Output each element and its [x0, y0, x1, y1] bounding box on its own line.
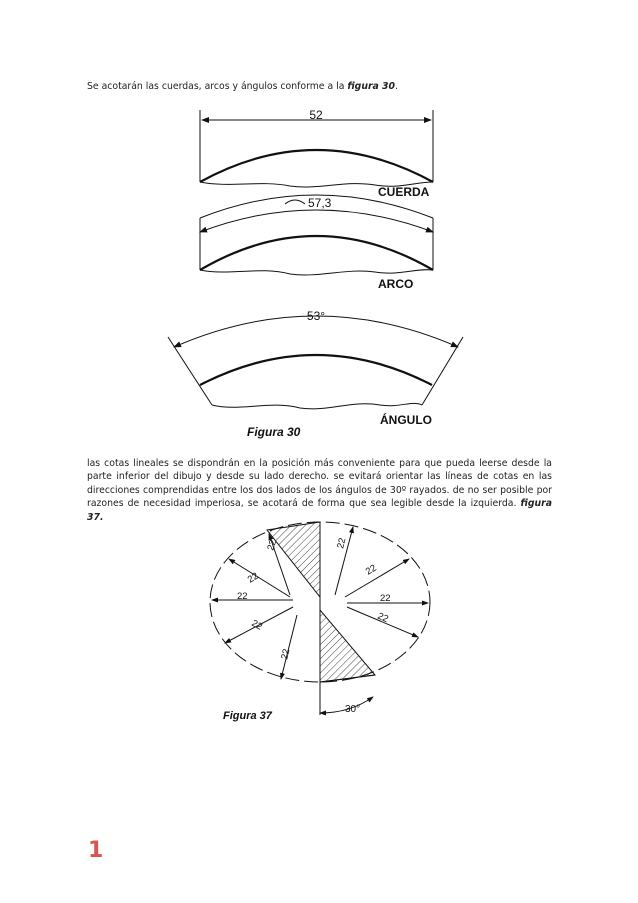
dim-value-2: 22	[245, 570, 261, 586]
arc-value: 57,3	[308, 196, 332, 210]
dim-value-7: 22	[363, 562, 379, 578]
chord-arc	[200, 150, 433, 182]
angle-arc	[200, 355, 432, 385]
arc-dimension-line	[200, 210, 433, 232]
dim-value-6: 22	[335, 536, 349, 550]
arc-break-line	[200, 270, 433, 275]
intro-paragraph	[87, 80, 557, 93]
page-number: 1	[88, 838, 104, 863]
arc-label: ARCO	[378, 277, 414, 291]
figure-37	[195, 515, 450, 725]
dim-value-5: 22	[279, 647, 293, 661]
dim-value-4: 22	[249, 617, 265, 633]
angle-break-line	[212, 403, 422, 409]
dim-value-1: 22	[265, 538, 280, 552]
intro-text: Se acotarán las cuerdas, arcos y ángulos conforme a la	[87, 81, 348, 92]
rules-paragraph	[87, 457, 552, 524]
dim-right-2	[345, 559, 409, 597]
figure-30	[160, 100, 470, 440]
dim-value-8: 22	[380, 593, 391, 604]
hatched-sector-top	[267, 522, 320, 597]
angle-30-value: 30°	[345, 704, 361, 715]
figure-30-caption: Figura 30	[247, 425, 301, 439]
figure-37-caption: Figura 37	[223, 710, 272, 722]
intro-end: .	[394, 81, 398, 92]
figure-37-reference: figura 37.	[87, 498, 552, 523]
angle-side-right	[422, 337, 463, 405]
dim-value-3: 22	[237, 591, 248, 602]
figure-30-drawing	[160, 100, 470, 440]
arc-symbol	[285, 200, 305, 204]
rules-text: las cotas lineales se dispondrán en la posición más conveniente para que pueda leerse desde la parte inferior del dibujo y desde su lado derecho. se evitará orientar las líneas de cotas en las direcciones comprendidas entre los dos lados de los ángulos de 30º rayados. de no ser posible por razones de necesidad imperiosa, se acotará de forma que sea legible desde la izquierda.	[87, 458, 552, 510]
arc-curve	[200, 236, 433, 270]
dim-left-5	[281, 615, 297, 679]
hatched-sector-bottom	[320, 610, 375, 682]
angle-value: 53°	[306, 309, 326, 323]
chord-label: CUERDA	[378, 185, 430, 199]
angle-label: ÁNGULO	[380, 413, 432, 427]
chord-value: 52	[309, 108, 323, 122]
figure-37-drawing	[195, 515, 450, 725]
figure-30-reference: figura 30	[347, 81, 395, 92]
dim-value-9: 22	[375, 610, 390, 626]
